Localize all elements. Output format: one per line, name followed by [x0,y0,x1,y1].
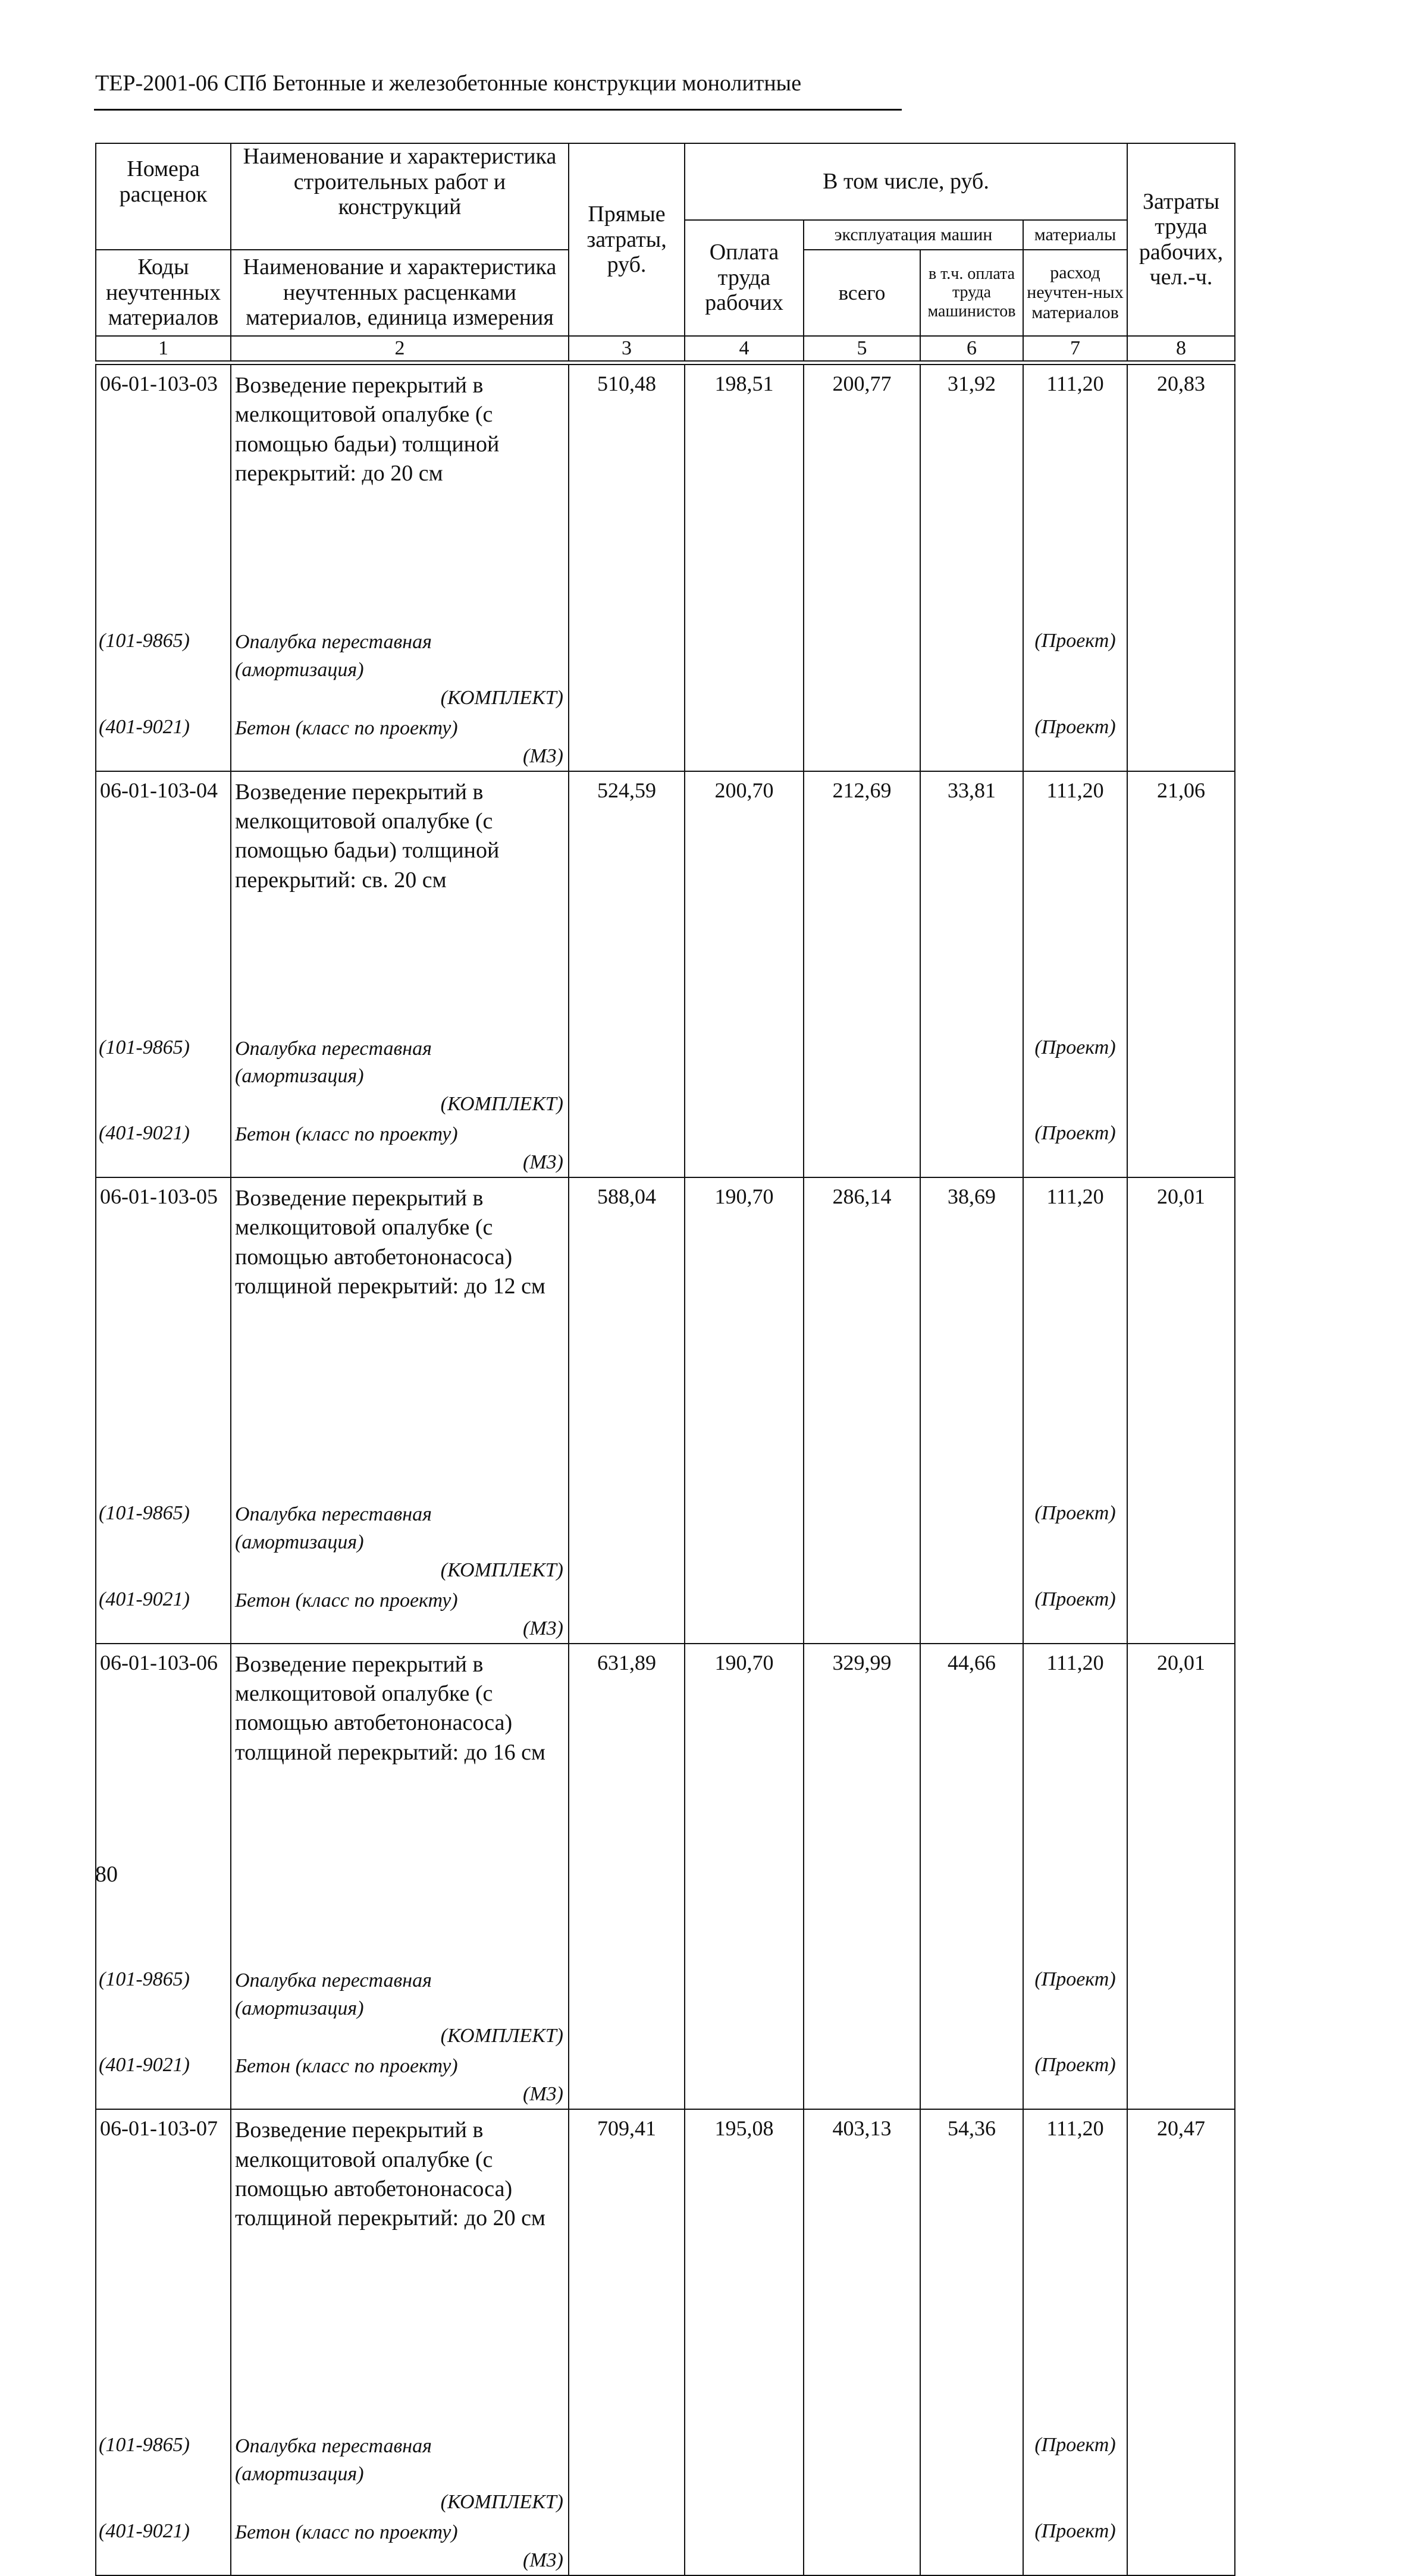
header-col1-bottom: Коды неучтенных материалов [96,250,231,336]
column-number: 6 [920,336,1023,361]
labor-cost: 198,51 [685,365,804,626]
materials-cost: 111,20 [1023,771,1127,1033]
labor-hours: 20,47 [1127,2109,1235,2430]
material-name [231,1033,569,1119]
rate-code: 06-01-103-05 [96,1177,231,1499]
materials-cost: 111,20 [1023,1177,1127,1499]
table-row [96,1177,1235,1499]
material-row [96,712,1235,771]
material-name [231,1965,569,2051]
machinists-labor: 33,81 [920,771,1023,1033]
material-row [96,1965,1235,2051]
labor-cost: 200,70 [685,771,804,1033]
material-consumption: (Проект) [1023,1033,1127,1119]
material-unit: (М3) [523,1617,563,1639]
material-name [231,2517,569,2575]
material-code: (101-9865) [96,1033,231,1119]
labor-hours: 21,06 [1127,771,1235,1033]
material-name [231,1585,569,1644]
material-consumption: (Проект) [1023,2050,1127,2109]
material-consumption: (Проект) [1023,2430,1127,2517]
table-row [96,771,1235,1033]
material-unit: (М3) [523,2549,563,2571]
column-number: 2 [231,336,569,361]
material-code: (101-9865) [96,1965,231,2051]
machinists-labor: 44,66 [920,1644,1023,1965]
column-number: 5 [804,336,920,361]
rate-name: Возведение перекрытий в мелкощитовой опалубке (с помощью бадьи) толщиной перекрытий: св. 20 см [231,771,569,1033]
header-col2-top: Наименование и характеристика строительных работ и конструкций [231,143,569,220]
rate-name: Возведение перекрытий в мелкощитовой опалубке (с помощью автобетононасоса) толщиной перекрытий: до 16 см [231,1644,569,1965]
material-unit: (М3) [523,744,563,767]
materials-cost: 111,20 [1023,365,1127,626]
material-name [231,626,569,712]
direct-cost: 588,04 [569,1177,685,1499]
material-name [231,1119,569,1177]
direct-cost: 631,89 [569,1644,685,1965]
rate-name: Возведение перекрытий в мелкощитовой опалубке (с помощью бадьи) толщиной перекрытий: до 20 см [231,365,569,626]
table-row [96,1644,1235,1965]
machinists-labor: 38,69 [920,1177,1023,1499]
material-row [96,1033,1235,1119]
material-code: (101-9865) [96,1499,231,1585]
machines-total: 286,14 [804,1177,920,1499]
material-consumption: (Проект) [1023,712,1127,771]
rates-table [95,364,1235,2576]
table-row [96,365,1235,626]
material-name-text: Опалубка переставная (амортизация) [235,2435,432,2486]
material-row [96,2430,1235,2517]
material-code: (401-9021) [96,2517,231,2575]
material-unit: (КОМПЛЕКТ) [440,2025,563,2047]
direct-cost: 510,48 [569,365,685,626]
material-name [231,1499,569,1585]
material-name-text: Бетон (класс по проекту) [235,2055,458,2078]
material-row [96,2517,1235,2575]
material-name [231,712,569,771]
material-name-text: Опалубка переставная (амортизация) [235,1969,432,2019]
material-row [96,1499,1235,1585]
rate-code: 06-01-103-07 [96,2109,231,2430]
header-col4: Оплата труда рабочих [685,220,804,336]
page-header: ТЕР-2001-06 СПб Бетонные и железобетонные конструкции монолитные [95,71,802,96]
material-consumption: (Проект) [1023,1499,1127,1585]
labor-hours: 20,83 [1127,365,1235,626]
material-code: (401-9021) [96,1119,231,1177]
material-unit: (М3) [523,1151,563,1174]
column-number: 3 [569,336,685,361]
material-name-text: Опалубка переставная (амортизация) [235,631,432,681]
material-consumption: (Проект) [1023,1585,1127,1644]
material-row [96,626,1235,712]
header-group-title: В том числе, руб. [685,143,1127,220]
machines-total: 212,69 [804,771,920,1033]
labor-cost: 190,70 [685,1177,804,1499]
material-name-text: Бетон (класс по проекту) [235,1589,458,1611]
column-number: 1 [96,336,231,361]
header-col6: в т.ч. оплата труда машинистов [920,250,1023,336]
direct-cost: 524,59 [569,771,685,1033]
machines-total: 329,99 [804,1644,920,1965]
materials-cost: 111,20 [1023,1644,1127,1965]
material-name-text: Опалубка переставная (амортизация) [235,1503,432,1553]
material-name [231,2050,569,2109]
column-number: 8 [1127,336,1235,361]
rate-name: Возведение перекрытий в мелкощитовой опалубке (с помощью автобетононасоса) толщиной перекрытий: до 12 см [231,1177,569,1499]
header-machines-group: эксплуатация машин [804,220,1023,250]
header-col2-bottom: Наименование и характеристика неучтенных расценками материалов, единица измерения [231,250,569,336]
materials-cost: 111,20 [1023,2109,1127,2430]
material-code: (401-9021) [96,712,231,771]
material-consumption: (Проект) [1023,1119,1127,1177]
labor-hours: 20,01 [1127,1644,1235,1965]
header-col7: расход неучтен-ных материалов [1023,250,1127,336]
header-col5: всего [804,250,920,336]
material-consumption: (Проект) [1023,626,1127,712]
page-number: 80 [95,1862,118,1887]
header-col8: Затраты труда рабочих, чел.-ч. [1127,143,1235,336]
material-code: (101-9865) [96,626,231,712]
header-materials-group: материалы [1023,220,1127,250]
material-unit: (КОМПЛЕКТ) [440,2490,563,2513]
rate-code: 06-01-103-04 [96,771,231,1033]
table-row [96,2109,1235,2430]
material-unit: (М3) [523,2083,563,2106]
labor-cost: 195,08 [685,2109,804,2430]
labor-cost: 190,70 [685,1644,804,1965]
machinists-labor: 31,92 [920,365,1023,626]
machinists-labor: 54,36 [920,2109,1023,2430]
material-name-text: Бетон (класс по проекту) [235,2521,458,2543]
material-unit: (КОМПЛЕКТ) [440,686,563,709]
rate-name: Возведение перекрытий в мелкощитовой опалубке (с помощью автобетононасоса) толщиной перекрытий: до 20 см [231,2109,569,2430]
labor-hours: 20,01 [1127,1177,1235,1499]
machines-total: 200,77 [804,365,920,626]
material-code: (401-9021) [96,1585,231,1644]
material-consumption: (Проект) [1023,1965,1127,2051]
material-unit: (КОМПЛЕКТ) [440,1093,563,1116]
machines-total: 403,13 [804,2109,920,2430]
material-name-text: Опалубка переставная (амортизация) [235,1037,432,1088]
header-col1-top: Номера расценок [96,143,231,220]
rate-code: 06-01-103-03 [96,365,231,626]
material-name [231,2430,569,2517]
material-row [96,1119,1235,1177]
rate-code: 06-01-103-06 [96,1644,231,1965]
material-row [96,1585,1235,1644]
header-col3: Прямые затраты, руб. [569,143,685,336]
material-row [96,2050,1235,2109]
material-name-text: Бетон (класс по проекту) [235,717,458,739]
column-number: 4 [685,336,804,361]
material-name-text: Бетон (класс по проекту) [235,1123,458,1146]
direct-cost: 709,41 [569,2109,685,2430]
material-code: (101-9865) [96,2430,231,2517]
header-rule [94,109,902,111]
table-header [95,143,1235,362]
column-number: 7 [1023,336,1127,361]
material-code: (401-9021) [96,2050,231,2109]
material-unit: (КОМПЛЕКТ) [440,1559,563,1581]
material-consumption: (Проект) [1023,2517,1127,2575]
